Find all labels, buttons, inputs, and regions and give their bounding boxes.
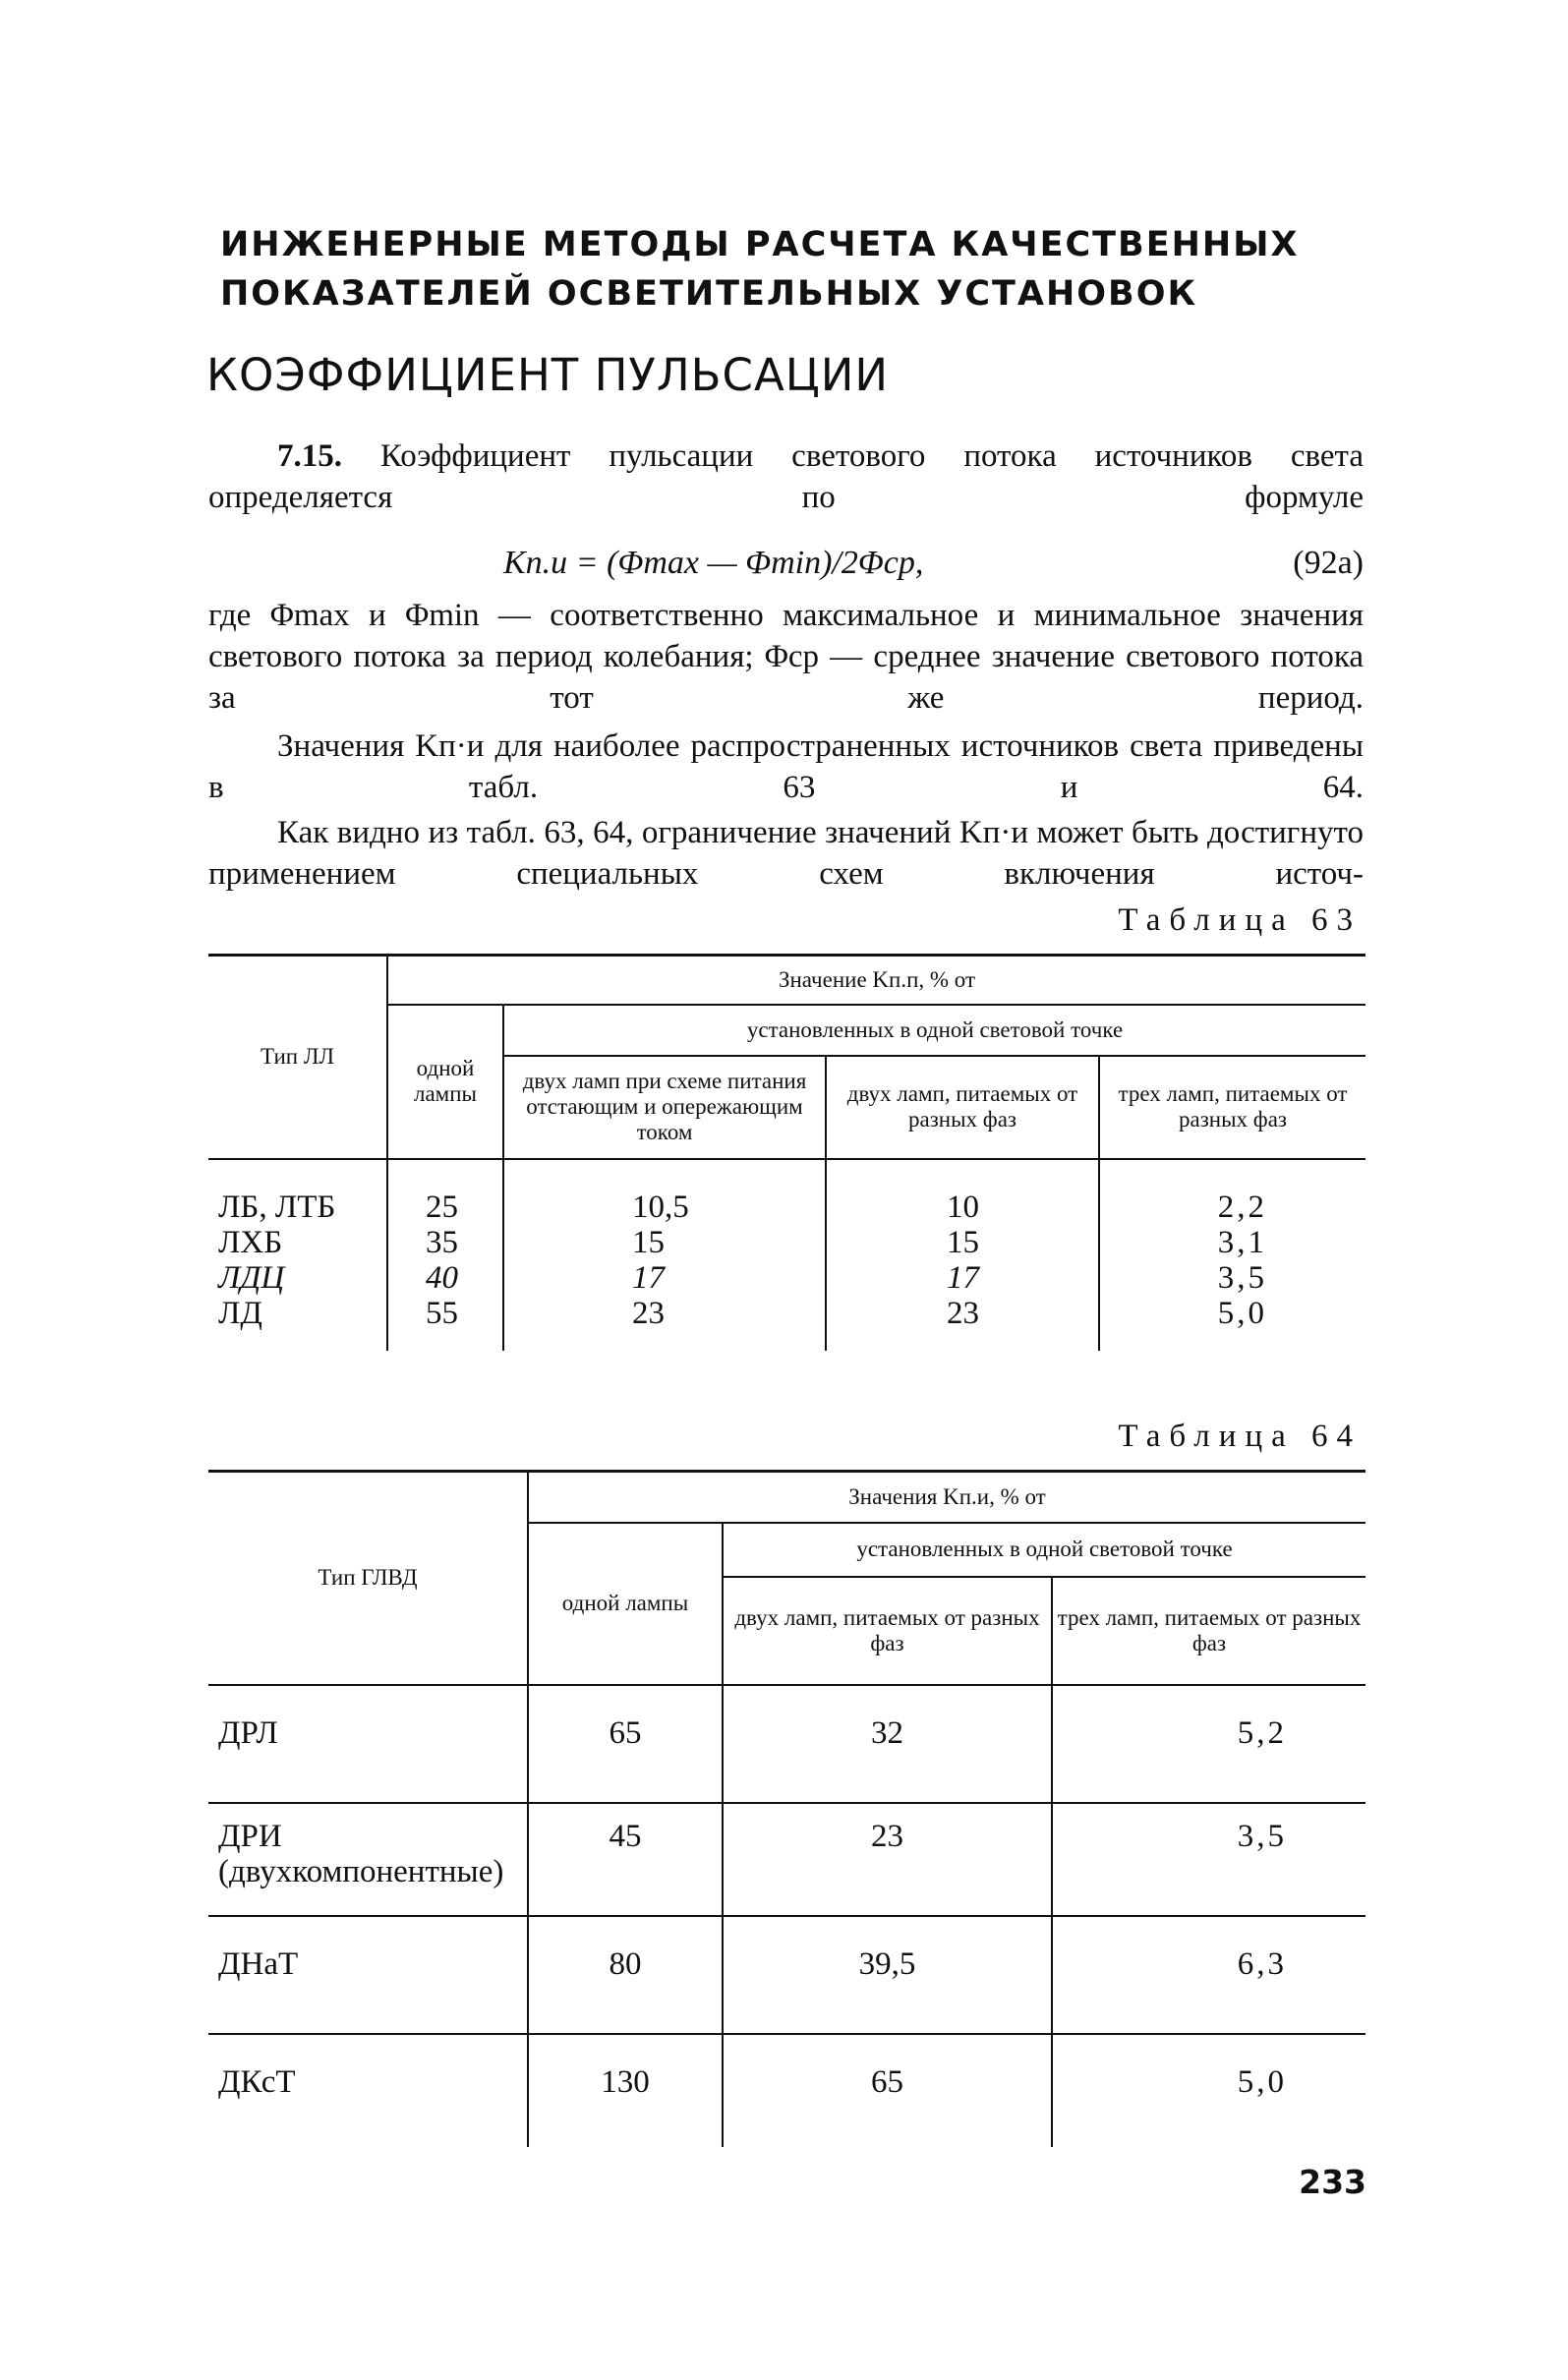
- table-row: [208, 1685, 1365, 1803]
- table-64-subgroup-header: установленных в одной световой точке: [723, 1523, 1365, 1577]
- table-cell: 17: [947, 1259, 979, 1296]
- table-63-group-header: Значение Kп.п, % от: [387, 956, 1365, 1005]
- table-row: [208, 1916, 1365, 2034]
- table-cell: 23: [632, 1295, 665, 1331]
- table-cell: 35: [426, 1224, 458, 1260]
- table-cell: 15: [632, 1224, 665, 1260]
- paragraph-values-reference: Значения Kп·и для наиболее распространенных источников света приведены в табл. 63 и 64.: [208, 728, 1364, 805]
- chapter-heading: ИНЖЕНЕРНЫЕ МЕТОДЫ РАСЧЕТА КАЧЕСТВЕННЫХ ПОКАЗАТЕЛЕЙ ОСВЕТИТЕЛЬНЫХ УСТАНОВОК: [220, 225, 1300, 314]
- paragraph-definitions: где Φmax и Φmin — соответственно максимальное и минимальное значения светового потока за период колебания; Φср — среднее значение светового потока за тот же период.: [208, 598, 1364, 716]
- table-cell: 65: [528, 1685, 723, 1803]
- table-cell: ЛХБ: [218, 1224, 283, 1260]
- table-63-col-type: Тип ЛЛ: [208, 956, 387, 1159]
- formula-expression: Kп.и = (Φmax — Φmin)/2Φср,: [503, 545, 924, 581]
- table-63-col-two-lag: двух ламп при схеме питания отстающим и опережающим током: [503, 1056, 826, 1159]
- table-64-group-header: Значения Kп.и, % от: [528, 1472, 1365, 1523]
- table-cell: 10,5: [632, 1189, 689, 1225]
- table-63-subgroup-header: установленных в одной световой точке: [503, 1005, 1365, 1056]
- section-title: КОЭФФИЦИЕНТ ПУЛЬСАЦИИ: [206, 349, 890, 401]
- table-cell: 40: [426, 1259, 458, 1296]
- table-cell: ЛД: [218, 1295, 262, 1331]
- table-63-three: [1099, 1159, 1365, 1351]
- table-64-col-two-phase: двух ламп, питаемых от разных фаз: [723, 1577, 1052, 1685]
- table-cell: 32: [723, 1685, 1052, 1803]
- table-cell: 3,1: [1217, 1224, 1267, 1260]
- table-cell: ЛБ, ЛТБ: [218, 1189, 336, 1225]
- table-63-one: [387, 1159, 503, 1351]
- table-63: [208, 954, 1365, 1351]
- table-cell: 130: [528, 2034, 723, 2147]
- table-cell: ДРЛ: [218, 1714, 278, 1751]
- table-cell: 45: [528, 1803, 723, 1916]
- paragraph-7-15: [208, 435, 1364, 518]
- paragraph-text: Коэффициент пульсации светового потока источников света определяется по формуле: [208, 438, 1364, 515]
- table-63-two-phase: [826, 1159, 1099, 1351]
- table-cell: 23: [723, 1803, 1052, 1916]
- table-cell: 39,5: [723, 1916, 1052, 2034]
- table-64: [208, 1470, 1365, 2147]
- table-cell: 25: [426, 1189, 458, 1225]
- page-number: 233: [1299, 2163, 1366, 2201]
- paragraph-number: 7.15.: [277, 438, 342, 474]
- paragraph-limitation: Как видно из табл. 63, 64, ограничение значений Kп·и может быть достигнуто применением специальных схем включения источ-: [208, 815, 1364, 892]
- table-63-col-three-phase: трех ламп, питаемых от разных фаз: [1099, 1056, 1365, 1159]
- table-cell: 5,0: [1052, 2034, 1365, 2147]
- table-64-caption: Таблица 64: [1118, 1419, 1362, 1454]
- table-cell: 6,3: [1052, 1916, 1365, 2034]
- formula-number: (92a): [1293, 545, 1364, 581]
- table-cell: 55: [426, 1295, 458, 1331]
- table-cell: 80: [528, 1916, 723, 2034]
- table-64-col-three-phase: трех ламп, питаемых от разных фаз: [1052, 1577, 1365, 1685]
- table-63-two-lag: [503, 1159, 826, 1351]
- table-63-caption: Таблица 63: [1118, 902, 1362, 938]
- table-63-types: [208, 1159, 387, 1351]
- table-cell: 2,2: [1217, 1189, 1267, 1225]
- table-cell: 10: [947, 1189, 979, 1225]
- table-row: [208, 2034, 1365, 2147]
- table-cell: ДНаТ: [218, 1945, 299, 1982]
- table-cell: 5,0: [1217, 1295, 1267, 1331]
- table-cell: 3,5: [1217, 1259, 1267, 1296]
- table-63-body: [208, 1159, 1365, 1351]
- table-64-col-one: одной лампы: [528, 1523, 723, 1685]
- table-cell: 15: [947, 1224, 979, 1260]
- table-64-col-type: Тип ГЛВД: [208, 1472, 528, 1685]
- table-cell: ЛДЦ: [218, 1259, 285, 1296]
- table-63-col-one: одной лампы: [387, 1005, 503, 1159]
- table-cell: 65: [723, 2034, 1052, 2147]
- table-cell: ДРИ (двухкомпонентные): [218, 1818, 504, 1889]
- table-cell: ДКсТ: [218, 2063, 296, 2100]
- table-cell: 5,2: [1052, 1685, 1365, 1803]
- table-cell: 23: [947, 1295, 979, 1331]
- table-cell: 17: [632, 1259, 665, 1296]
- table-cell: 3,5: [1052, 1803, 1365, 1916]
- table-63-col-two-phase: двух ламп, питаемых от разных фаз: [826, 1056, 1099, 1159]
- table-row: [208, 1803, 1365, 1916]
